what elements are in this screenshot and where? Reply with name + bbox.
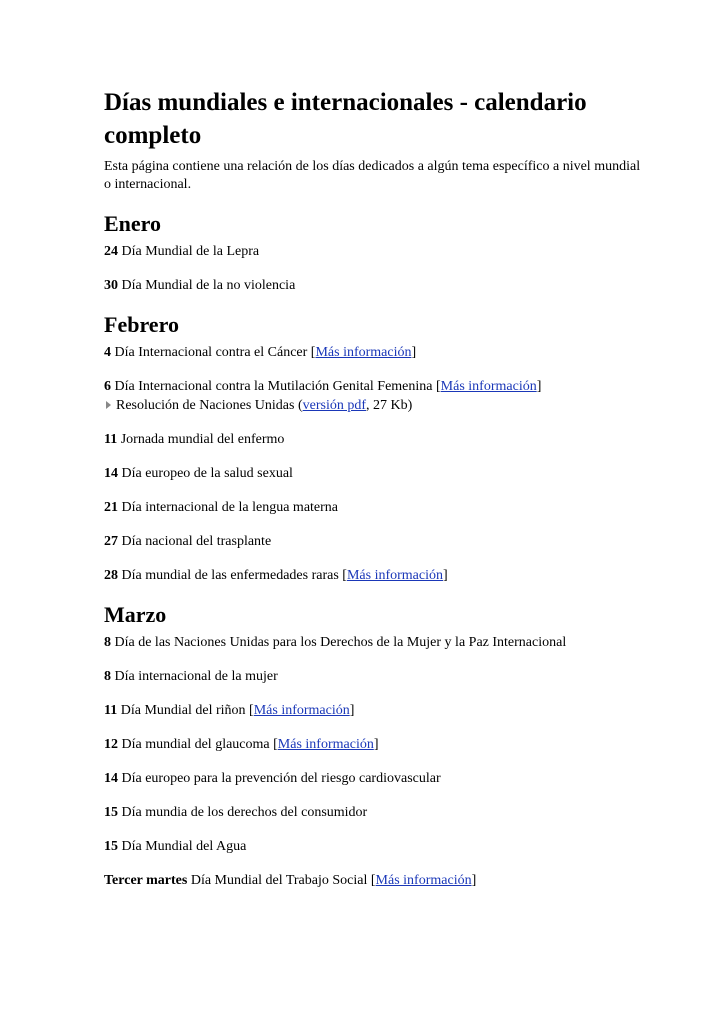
calendar-entry — [104, 839, 644, 855]
entry-text: Día mundia de los derechos del consumidor — [118, 805, 368, 820]
page-title: Días mundiales e internacionales - calendario completo — [104, 89, 587, 149]
entry-day: 15 — [104, 805, 118, 820]
entry-day: 11 — [104, 703, 118, 718]
entry-day: 14 — [104, 771, 118, 786]
entry-text: Día Mundial del Agua — [118, 839, 247, 854]
bracket-close: ] — [349, 703, 355, 718]
entry-text: Día Internacional contra el Cáncer — [111, 345, 308, 360]
entry-day: 27 — [104, 534, 118, 549]
calendar-entry — [104, 669, 644, 685]
bracket-close: ] — [471, 873, 477, 888]
bracket-close: ] — [443, 568, 448, 583]
month-heading: Marzo — [104, 602, 167, 627]
entry-day: 14 — [104, 466, 118, 481]
entry-day: 21 — [104, 500, 118, 515]
calendar-entry — [104, 466, 644, 482]
entry-text: Día europeo para la prevención del riesgo cardiovascular — [118, 771, 441, 786]
calendar-entry — [104, 345, 644, 361]
bracket-open: [ — [367, 873, 376, 888]
pdf-version-link[interactable]: versión pdf — [302, 398, 367, 413]
entry-text: Día Internacional contra la Mutilación Genital Femenina — [111, 379, 433, 394]
bracket-close: ] — [373, 737, 379, 752]
intro-paragraph: Esta página contiene una relación de los días dedicados a algún tema específico a nivel mundial o internacional. — [104, 159, 641, 192]
entry-text: Día nacional del trasplante — [118, 534, 272, 549]
bracket-open: [ — [245, 703, 254, 718]
entry-day: 8 — [104, 635, 111, 650]
entry-text: Día internacional de la mujer — [111, 669, 278, 684]
entry-text: Día Mundial de la no violencia — [118, 278, 296, 293]
calendar-entry — [104, 737, 644, 753]
entry-text: Día Mundial de la Lepra — [118, 244, 260, 259]
more-info-link[interactable]: Más información — [277, 737, 374, 752]
bracket-close: ] — [536, 379, 542, 394]
bracket-open: [ — [338, 568, 347, 583]
entry-day: 24 — [104, 244, 118, 259]
calendar-entry — [104, 703, 644, 719]
entry-text: Día mundial de las enfermedades raras — [118, 568, 339, 583]
entry-day: 4 — [104, 345, 111, 360]
calendar-entry — [104, 534, 644, 550]
entry-text: Día Mundial del riñon — [117, 703, 246, 718]
entry-sub-line — [104, 398, 644, 414]
more-info-link[interactable]: Más información — [315, 345, 412, 360]
entry-text: Día mundial del glaucoma — [118, 737, 270, 752]
bracket-open: [ — [307, 345, 316, 360]
more-info-link[interactable]: Más información — [375, 873, 472, 888]
entry-text: Día de las Naciones Unidas para los Derechos de la Mujer y la Paz Internacional — [111, 635, 567, 650]
calendar-entry — [104, 771, 644, 787]
bracket-open: [ — [432, 379, 441, 394]
calendar-entry — [104, 379, 644, 414]
calendar-entry — [104, 244, 644, 260]
month-section-febrero — [104, 312, 644, 584]
more-info-link[interactable]: Más información — [253, 703, 350, 718]
calendar-entry — [104, 432, 644, 448]
month-heading: Enero — [104, 211, 162, 236]
calendar-entry — [104, 278, 644, 294]
sub-after: , 27 Kb) — [366, 398, 413, 413]
more-info-link[interactable]: Más información — [346, 568, 443, 583]
month-section-marzo — [104, 602, 644, 889]
entry-text: Día europeo de la salud sexual — [118, 466, 293, 481]
entry-day: 30 — [104, 278, 118, 293]
bracket-close: ] — [411, 345, 417, 360]
entry-day: 15 — [104, 839, 118, 854]
calendar-entry — [104, 568, 644, 584]
entry-text: Día Mundial del Trabajo Social — [187, 873, 368, 888]
bracket-open: [ — [269, 737, 278, 752]
calendar-entry — [104, 635, 644, 651]
triangle-bullet-icon — [106, 401, 111, 409]
entry-text: Día internacional de la lengua materna — [118, 500, 339, 515]
entry-day: 11 — [104, 432, 118, 447]
entry-day: Tercer martes — [104, 873, 188, 888]
more-info-link[interactable]: Más información — [440, 379, 537, 394]
entry-day: 8 — [104, 669, 111, 684]
entry-day: 6 — [104, 379, 111, 394]
month-heading: Febrero — [104, 312, 179, 337]
calendar-entry — [104, 873, 644, 889]
entry-text: Jornada mundial del enfermo — [117, 432, 285, 447]
document-page — [104, 86, 644, 907]
month-section-enero — [104, 211, 644, 294]
entry-day: 12 — [104, 737, 118, 752]
calendar-entry — [104, 805, 644, 821]
calendar-entry — [104, 500, 644, 516]
calendar-months — [104, 211, 644, 889]
entry-day: 28 — [104, 568, 118, 583]
sub-text: Resolución de Naciones Unidas ( — [116, 398, 303, 413]
